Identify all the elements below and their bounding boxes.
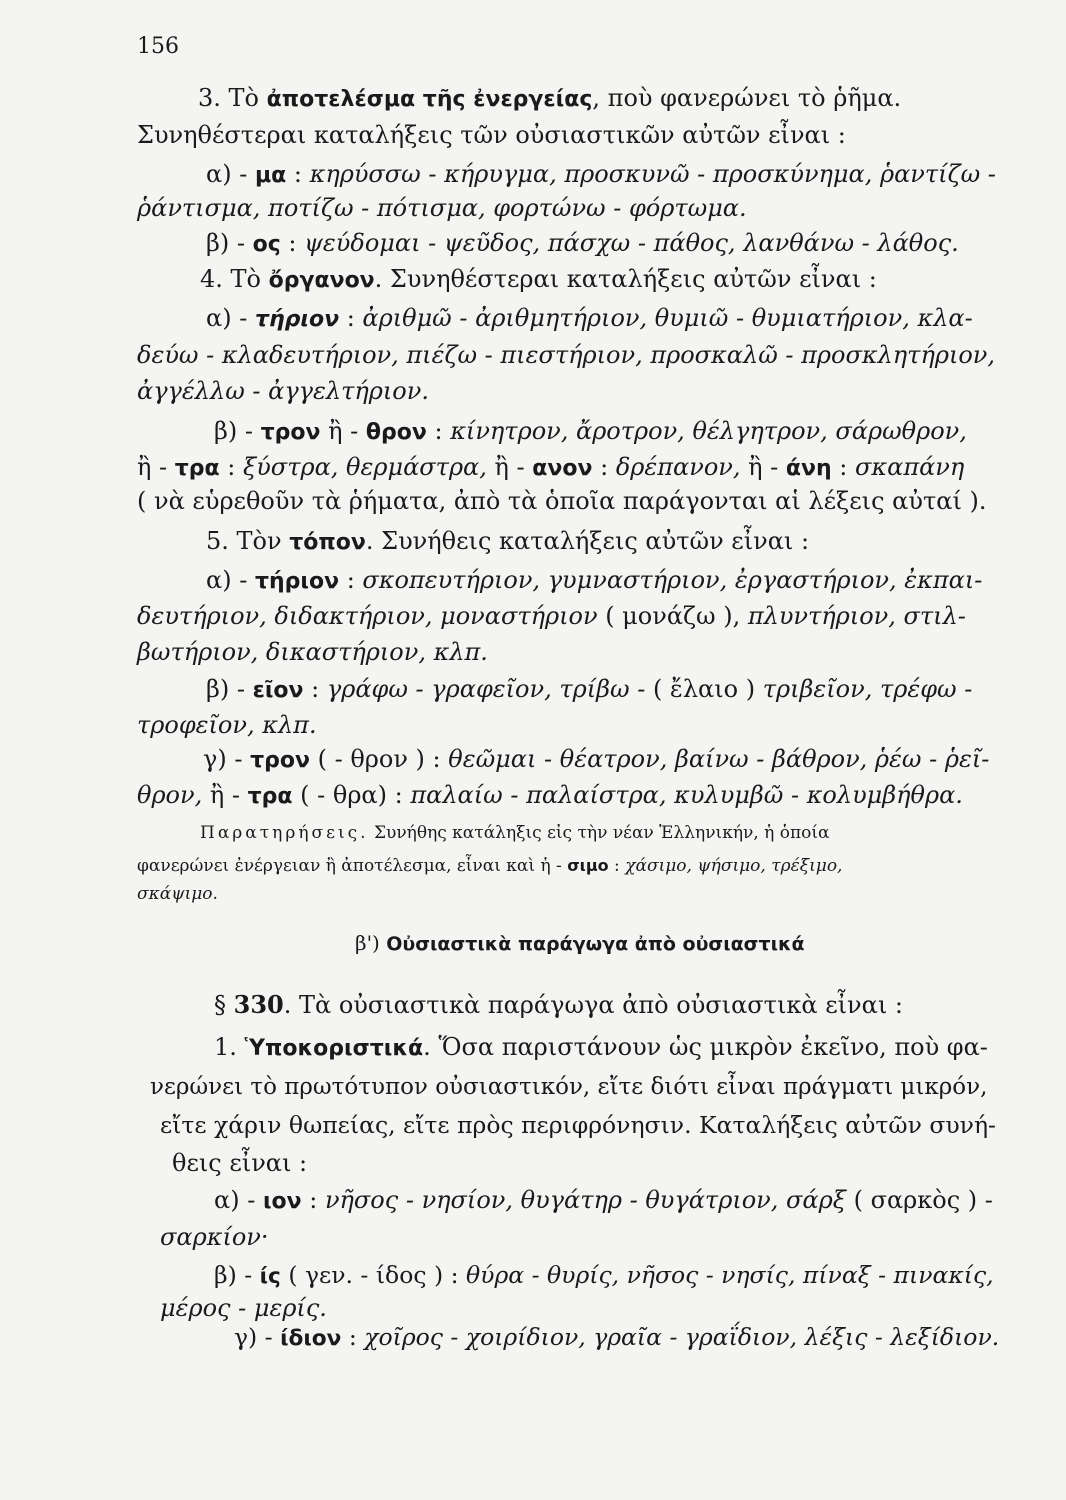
text-line: § 330. Τὰ οὐσιαστικὰ παράγωγα ἀπὸ οὐσιαστικὰ εἶναι : — [214, 990, 903, 1019]
text-line: σαρκίον· — [160, 1223, 269, 1251]
bold-term: ίς — [259, 1264, 281, 1289]
text-line: σκάψιμο. — [137, 884, 218, 904]
text-line: δευτήριον, διδακτήριον, μοναστήριον ( μονάζω ), πλυντήριον, στιλ- — [137, 602, 966, 630]
text-line: β) - ος : ψεύδομαι - ψεῦδος, πάσχω - πάθος, λανθάνω - λάθος. — [206, 229, 959, 257]
text-line: α) - τήριον : σκοπευτήριον, γυμναστήριον, ἐργαστήριον, ἐκπαι- — [206, 566, 983, 594]
section-subtitle: β') Οὐσιαστικὰ παράγωγα ἀπὸ οὐσιαστικά — [355, 931, 805, 955]
bold-term: ανον — [532, 456, 593, 481]
bold-term: ίδιον — [280, 1326, 342, 1351]
text-line: μέρος - μερίς. — [160, 1294, 327, 1322]
text-line: ( νὰ εὑρεθοῦν τὰ ῥήματα, ἀπὸ τὰ ὁποῖα παράγονται αἱ λέξεις αὐταί ). — [137, 487, 987, 515]
text-line: β) - ίς ( γεν. - ίδος ) : θύρα - θυρίς, νῆσος - νησίς, πίναξ - πινακίς, — [214, 1261, 994, 1289]
bold-term: ὄργανον — [268, 268, 375, 293]
bold-term: τρον — [260, 420, 321, 445]
text-line: ῥάντισμα, ποτίζω - πότισμα, φορτώνω - φόρτωμα. — [137, 194, 747, 222]
bold-term: άνη — [785, 456, 832, 481]
bold-term: τρα — [247, 784, 293, 809]
bold-term: εῖον — [252, 678, 304, 703]
text-line: τροφεῖον, κλπ. — [137, 711, 317, 739]
text-line: α) - μα : κηρύσσω - κήρυγμα, προσκυνῶ - προσκύνημα, ῥαντίζω - — [206, 160, 996, 188]
bold-term: Ὑποκοριστικά — [244, 1036, 424, 1061]
page-number: 156 — [137, 34, 179, 59]
text-line: 3. Τὸ ἀποτελέσμα τῆς ἐνεργείας, ποὺ φανερώνει τὸ ῥῆμα. — [198, 84, 902, 112]
bold-term: ἀποτελέσμα τῆς ἐνεργείας — [266, 87, 593, 112]
text-line: β) - εῖον : γράφω - γραφεῖον, τρίβω - ( ἔλαιο ) τριβεῖον, τρέφω - — [206, 675, 973, 703]
bold-term: τήριον — [254, 307, 340, 332]
bold-term: ιον — [262, 1189, 302, 1214]
text-line: α) - τήριον : ἀριθμῶ - ἀριθμητήριον, θυμιῶ - θυμιατήριον, κλα- — [206, 304, 973, 332]
text-line: ἢ - τρα : ξύστρα, θερμάστρα, ἢ - ανον : δρέπανον, ἢ - άνη : σκαπάνη — [137, 453, 965, 481]
section-number: 330 — [233, 990, 284, 1019]
text-line: Συνηθέστεραι καταλήξεις τῶν οὐσιαστικῶν αὐτῶν εἶναι : — [137, 121, 846, 149]
text-line: α) - ιον : νῆσος - νησίον, θυγάτηρ - θυγάτριον, σάρξ ( σαρκὸς ) - — [214, 1186, 993, 1214]
text-line: γ) - ίδιον : χοῖρος - χοιρίδιον, γραῖα - γραΐδιον, λέξις - λεξίδιον. — [234, 1323, 1000, 1351]
text-line: θρον, ἢ - τρα ( - θρα) : παλαίω - παλαίστρα, κυλυμβῶ - κολυμβήθρα. — [137, 781, 963, 809]
text-line: 5. Τὸν τόπον. Συνήθεις καταλήξεις αὐτῶν εἶναι : — [206, 527, 810, 555]
bold-term: ος — [252, 232, 281, 257]
text-line: 4. Τὸ ὄργανον. Συνηθέστεραι καταλήξεις αὐτῶν εἶναι : — [200, 265, 877, 293]
bold-term: μα — [254, 163, 287, 188]
text-line: β) - τρον ἢ - θρον : κίνητρον, ἄροτρον, θέλγητρον, σάρωθρον, — [214, 417, 967, 445]
bold-term: τόπον — [289, 530, 366, 555]
bold-term: τήριον — [254, 569, 340, 594]
observations-label: Παρατηρήσεις. — [200, 823, 369, 843]
text-line: εἴτε χάριν θωπείας, εἴτε πρὸς περιφρόνησιν. Καταλήξεις αὐτῶν συνή- — [160, 1111, 996, 1139]
text-line: φανερώνει ἐνέργειαν ἢ ἀποτέλεσμα, εἶναι καὶ ἡ - σιμο : χάσιμο, ψήσιμο, τρέξιμο, — [137, 856, 843, 876]
bold-term: τρα — [174, 456, 220, 481]
text-line: Παρατηρήσεις. Συνήθης κατάληξις εἰς τὴν νέαν Ἑλληνικήν, ἡ ὁποία — [200, 823, 830, 843]
text-line: ἀγγέλλω - ἀγγελτήριον. — [137, 377, 429, 405]
text-line: θεις εἶναι : — [172, 1149, 308, 1177]
text-line: γ) - τρον ( - θρον ) : θεῶμαι - θέατρον, βαίνω - βάθρον, ῥέω - ῥεῖ- — [203, 745, 990, 773]
text-line: βωτήριον, δικαστήριον, κλπ. — [137, 638, 488, 666]
bold-term: σιμο — [567, 856, 609, 875]
text-line: 1. Ὑποκοριστικά. Ὅσα παριστάνουν ὡς μικρὸν ἐκεῖνο, ποὺ φα- — [214, 1033, 988, 1061]
text-line: νερώνει τὸ πρωτότυπον οὐσιαστικόν, εἴτε διότι εἶναι πράγματι μικρόν, — [150, 1074, 988, 1100]
text-line: δεύω - κλαδευτήριον, πιέζω - πιεστήριον, προσκαλῶ - προσκλητήριον, — [137, 341, 996, 369]
bold-term: θρον — [365, 420, 427, 445]
bold-term: τρον — [250, 748, 310, 773]
